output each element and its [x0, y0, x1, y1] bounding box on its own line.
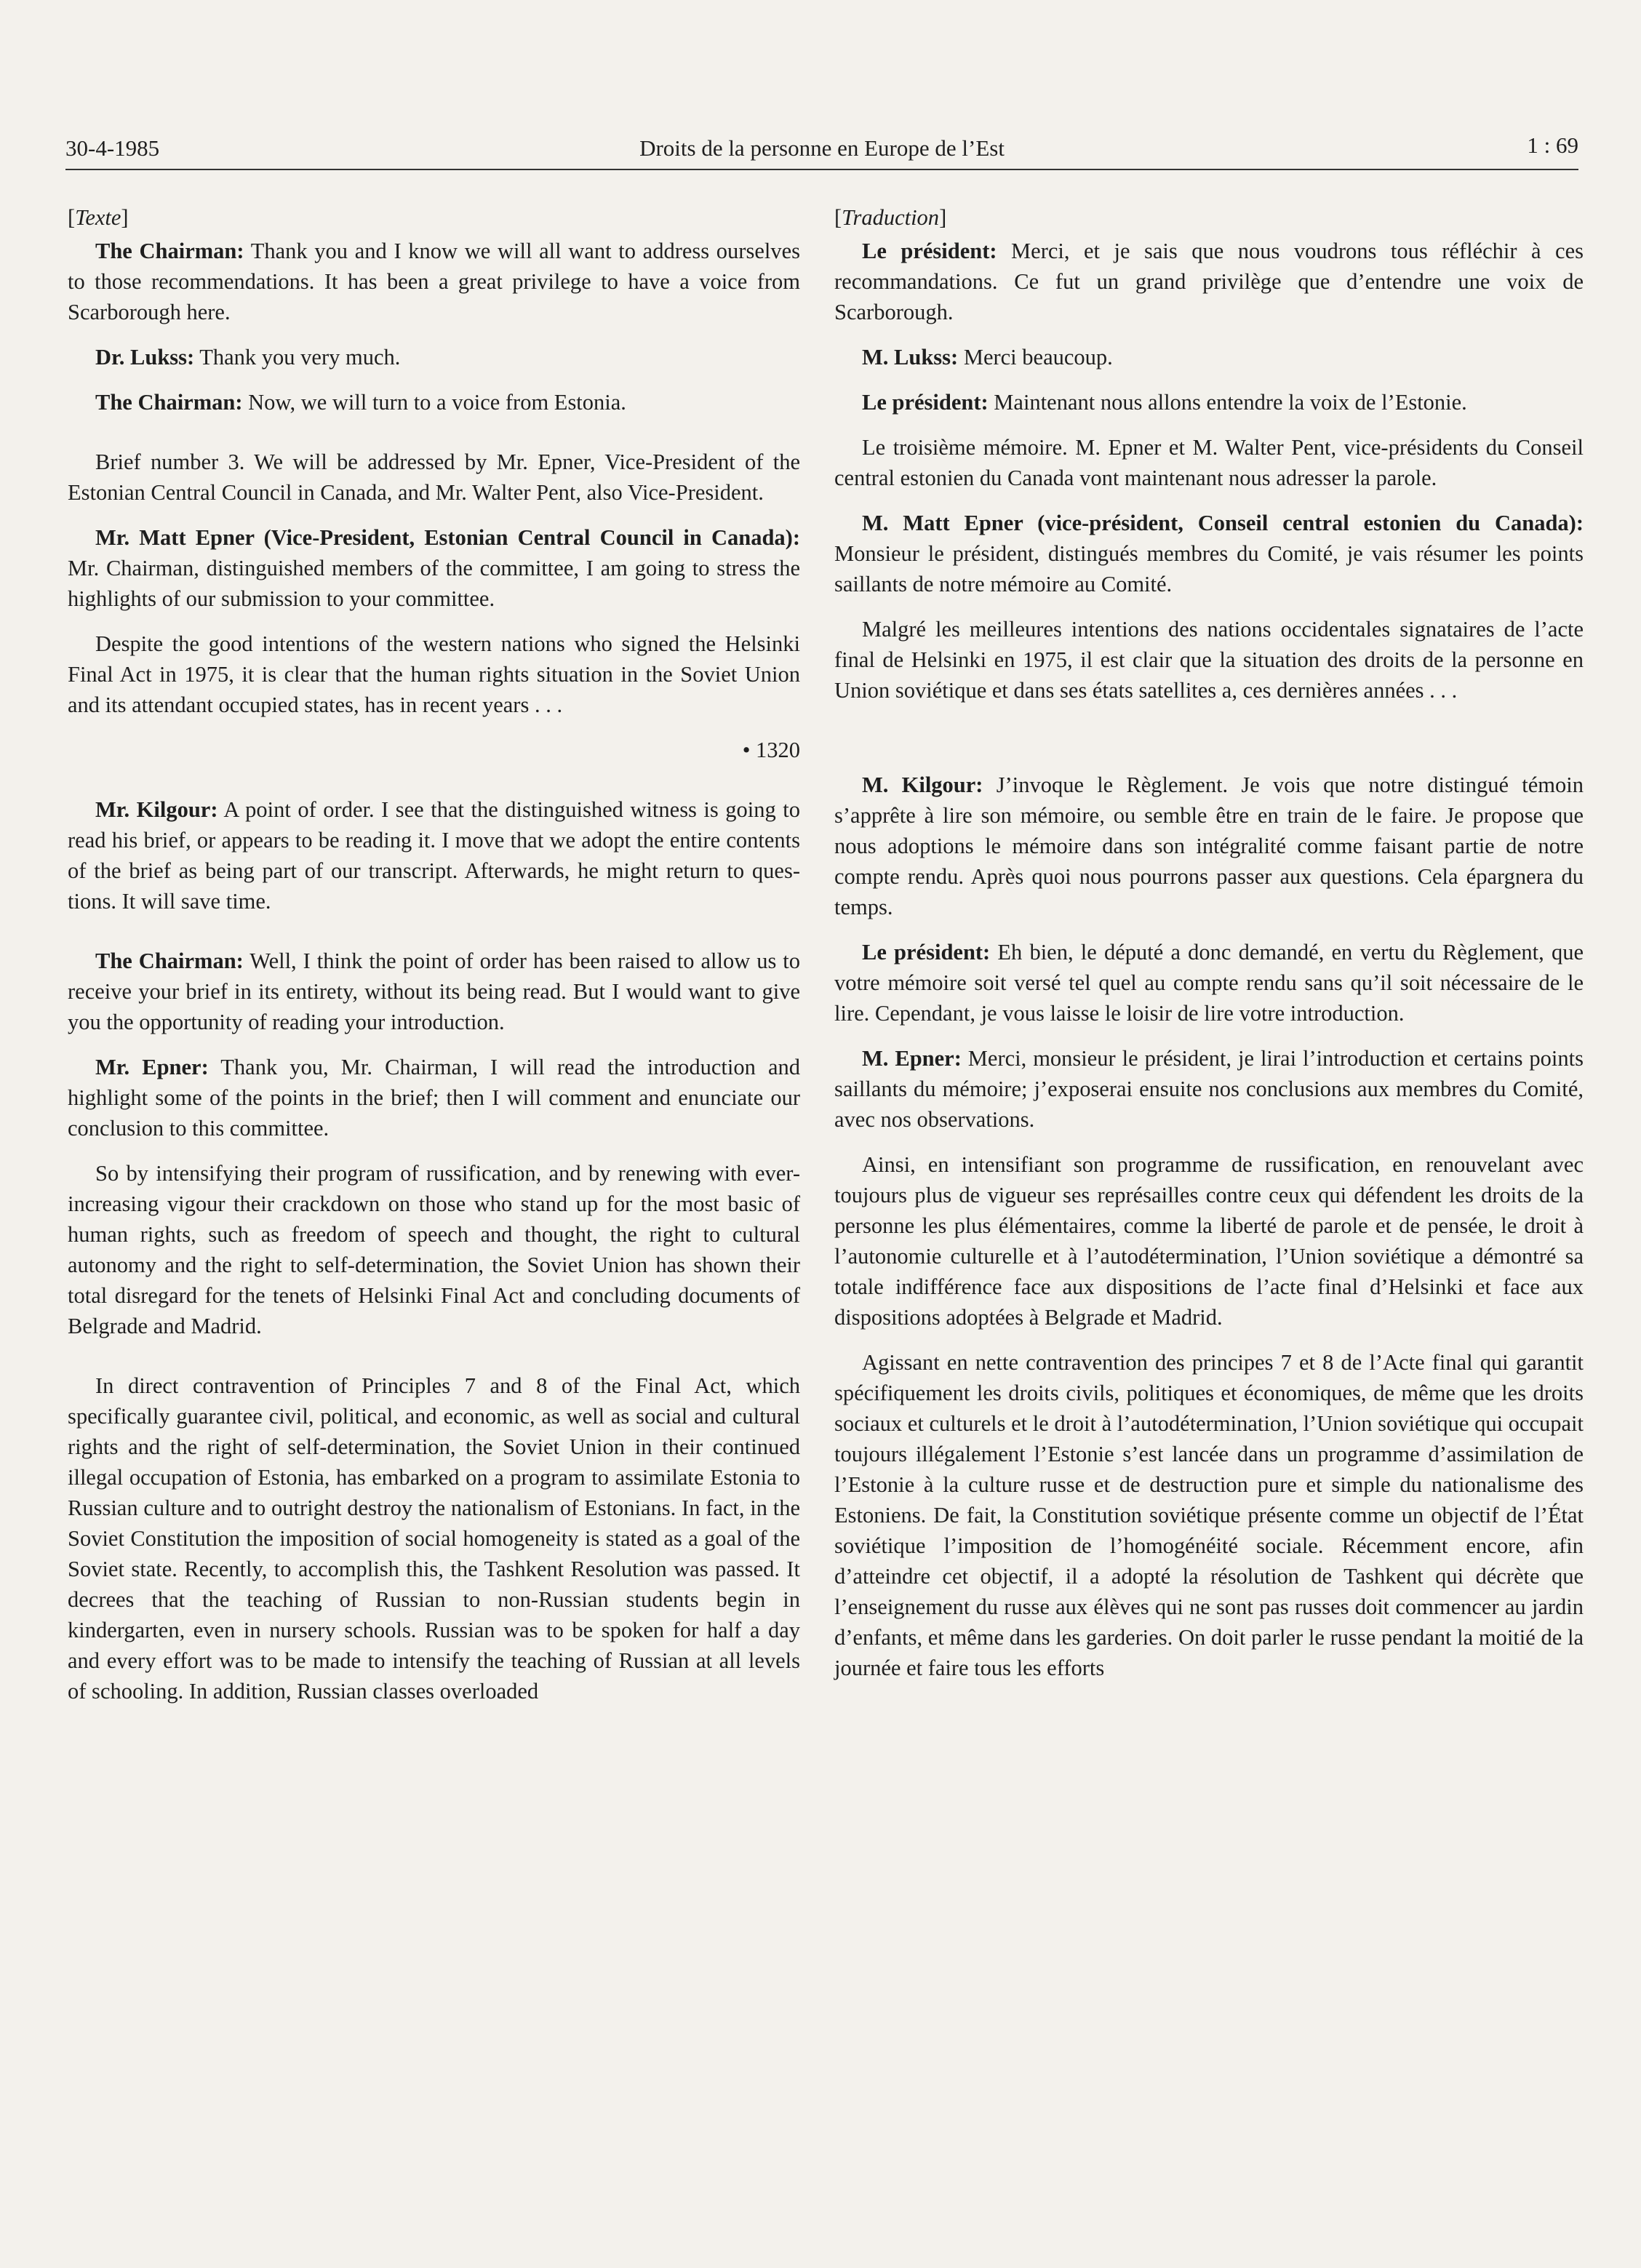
- speaker-name: M. Epner:: [862, 1046, 962, 1071]
- speaker-name: Le président:: [862, 239, 997, 263]
- paragraph: Mr. Kilgour: A point of order. I see that the distinguished witness is going to read his brief, or appears to be reading it. I move that we adopt the entire contents of the brief as being part of our transcript. Afterwards, he might return to questions. It will save time.: [68, 797, 800, 914]
- paragraph: Le troisième mémoire. M. Epner et M. Walter Pent, vice-présidents du Conseil central estonien du Canada vont maintenant nous adresser la parole.: [834, 435, 1584, 490]
- paragraph: M. Epner: Merci, monsieur le président, je lirai l’introduction et certains points saillants du mémoire; j’exposerai ensuite nos conclusions aux membres du Comité, avec nos observations.: [834, 1046, 1584, 1132]
- running-header: [65, 125, 1578, 170]
- speaker-name: The Chairman:: [95, 239, 244, 263]
- paragraph: M. Matt Epner (vice-président, Conseil central estonien du Canada): Monsieur le président, distingués membres du Comité, je vais résumer les points saillants de notre mémoire au Comité.: [834, 511, 1584, 596]
- speaker-name: Le président:: [862, 940, 991, 965]
- english-column: [68, 202, 800, 1721]
- paragraph: Le président: Merci, et je sais que nous voudrons tous réfléchir à ces recommandations. Ce fut un grand privilège que d’entendre une voix de Scarborough.: [834, 239, 1584, 324]
- paragraph: Mr. Matt Epner (Vice-President, Estonian Central Council in Canada): Mr. Chairman, distinguished members of the committee, I am going to stress the highlights of our submission to your committee.: [68, 525, 800, 611]
- speaker-name: Mr. Matt Epner (Vice-President, Estonian Central Council in Canada):: [95, 525, 800, 550]
- paragraph: Le président: Eh bien, le député a donc demandé, en vertu du Règlement, que votre mémoire soit versé tel quel au compte rendu sans qu’il soit nécessaire de le lire. Cependant, je vous laisse le loisir de lire votre introduction.: [834, 940, 1584, 1026]
- paragraph: The Chairman: Thank you and I know we will all want to address ourselves to those recommendations. It has been a great privilege to have a voice from Scarborough here.: [68, 239, 800, 324]
- column-tag: [Texte]: [68, 205, 129, 230]
- speaker-name: Mr. Epner:: [95, 1055, 209, 1079]
- paragraph: In direct contravention of Principles 7 and 8 of the Final Act, which specifically guarantee civil, political, and economic, as well as social and cultural rights and the right of self-determination, the Soviet Union in their continued illegal occupation of Estonia, has embarked on a program to assimilate Estonia to Russian culture and to outright destroy the nationalism of Estonians. In fact, in the Soviet Constitution the imposition of social homogeneity is stated as a goal of the Soviet state. Recently, to accomplish this, the Tashkent Resolution was passed. It decrees that the teaching of Russian to non-Russian students begin in kindergarten, even in nursery schools. Russian was to be spoken for half a day and every effort was to be made to intensify the teaching of Russian at all levels of schooling. In addition, Russian classes overloaded: [68, 1373, 800, 1704]
- speaker-name: The Chairman:: [95, 949, 244, 973]
- paragraph: Dr. Lukss: Thank you very much.: [95, 345, 401, 370]
- french-column: [834, 202, 1584, 1698]
- speaker-name: M. Lukss:: [862, 345, 959, 370]
- paragraph: Malgré les meilleures intentions des nations occidentales signataires de l’acte final de Helsinki en 1975, il est clair que la situation des droits de la personne en Union soviétique et dans ses états satellites a, ces dernières années . . .: [834, 617, 1584, 703]
- speaker-name: Mr. Kilgour:: [95, 797, 218, 822]
- time-marker: • 1320: [742, 738, 800, 762]
- header-title: Droits de la personne en Europe de l’Est: [639, 135, 1005, 161]
- paragraph: Brief number 3. We will be addressed by Mr. Epner, Vice-President of the Estonian Central Council in Canada, and Mr. Walter Pent, also Vice-President.: [68, 450, 800, 505]
- speaker-name: M. Matt Epner (vice-président, Conseil central estonien du Canada):: [862, 511, 1584, 535]
- header-page-number: 1 : 69: [1527, 132, 1578, 158]
- paragraph: Mr. Epner: Thank you, Mr. Chairman, I will read the introduction and highlight some of the points in the brief; then I will comment and enunciate our conclusion to this committee.: [68, 1055, 800, 1141]
- paragraph: The Chairman: Now, we will turn to a voice from Estonia.: [95, 390, 626, 415]
- speaker-name: Le président:: [862, 390, 989, 415]
- paragraph: M. Kilgour: J’invoque le Règlement. Je vois que notre distingué témoin s’apprête à lire son mémoire, ou semble être en train de le faire. Je propose que nous adoptions le mémoire dans son intégralité comme faisant partie de notre compte rendu. Après quoi nous pourrons passer aux questions. Cela épargnera du temps.: [834, 772, 1584, 919]
- column-tag: [Traduction]: [834, 205, 947, 230]
- speaker-name: Dr. Lukss:: [95, 345, 195, 370]
- paragraph: The Chairman: Well, I think the point of order has been raised to allow us to receive your brief in its entirety, without its being read. But I would want to give you the opportunity of reading your introduction.: [68, 949, 800, 1034]
- paragraph: Le président: Maintenant nous allons entendre la voix de l’Estonie.: [862, 390, 1467, 415]
- header-date: 30-4-1985: [65, 135, 160, 161]
- speaker-name: The Chairman:: [95, 390, 243, 415]
- paragraph: Ainsi, en intensifiant son programme de russification, en renouvelant avec toujours plus de vigueur ses représailles contre ceux qui défendent les droits de la personne les plus élémentaires, comme la liberté de parole et de pensée, le droit à l’autonomie culturelle et à l’autodétermination, l’Union soviétique a démontré sa totale indifférence face aux dispositions de l’acte final d’Helsinki et face aux dispositions adoptées à Belgrade et Madrid.: [834, 1152, 1584, 1330]
- paragraph: M. Lukss: Merci beaucoup.: [862, 345, 1113, 370]
- paragraph: Agissant en nette contravention des principes 7 et 8 de l’Acte final qui garantit spécifiquement les droits civils, politiques et économiques, de même que les droits sociaux et culturels et le droit à l’autodétermination, l’Union soviétique qui occupait toujours illégalement l’Estonie s’est lancée dans un programme d’assimilation de l’Estonie à la culture russe et de destruction pure et simple du nationalisme des Estoniens. De fait, la Constitution soviétique présente comme un objectif de l’État soviétique l’imposition de l’homogénéité sociale. Récemment encore, afin d’atteindre cet objectif, il a adopté la résolution de Tashkent qui décrète que l’enseignement du russe aux élèves qui ne sont pas russes doit commencer au jardin d’enfants, et même dans les garderies. On doit parler le russe pendant la moitié de la journée et faire tous les efforts: [834, 1350, 1584, 1680]
- paragraph: So by intensifying their program of russification, and by renewing with ever-increasing vigour their crackdown on those who stand up for the most basic of human rights, such as freedom of speech and thought, the right to cultural autonomy and the right to self-determination, the Soviet Union has shown their total disregard for the tenets of Helsinki Final Act and concluding documents of Belgrade and Madrid.: [68, 1161, 800, 1338]
- paragraph: Despite the good intentions of the western nations who signed the Helsinki Final Act in 1975, it is clear that the human rights situation in the Soviet Union and its attendant occupied states, has in recent years . . .: [68, 631, 800, 717]
- speaker-name: M. Kilgour:: [862, 772, 983, 797]
